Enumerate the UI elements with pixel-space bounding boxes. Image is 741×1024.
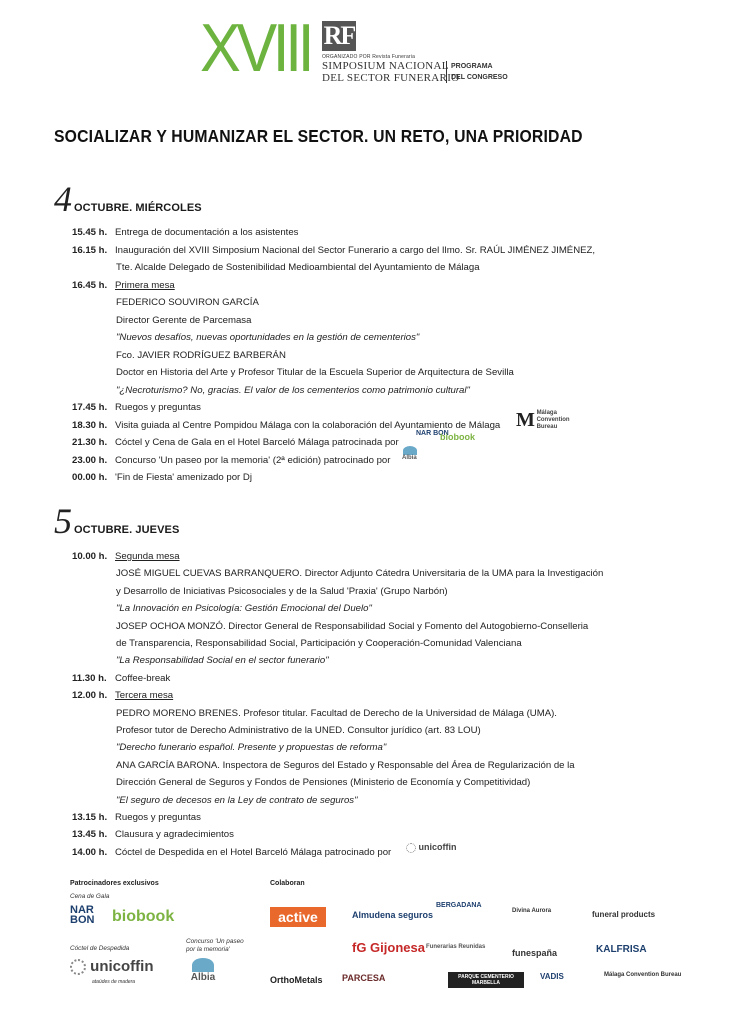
unicoffin-dots-icon <box>406 843 416 853</box>
programa-label: PROGRAMA DEL CONGRESO <box>446 61 508 83</box>
agenda-text: Cóctel y Cena de Gala en el Hotel Barceló Málaga patrocinada por <box>115 437 399 448</box>
agenda-text: y Desarrollo de Iniciativas Psicosociales y de la Salud 'Praxia' (Grupo Narbón) <box>116 585 448 597</box>
narbon-inline-logo: NAR BON <box>416 430 449 437</box>
agenda-time: 21.30 h. <box>72 437 108 448</box>
collaborator-logo: VADIS <box>540 972 564 981</box>
agenda-text: Ruegos y preguntas <box>115 812 201 823</box>
agenda-text: Tercera mesa <box>115 690 174 702</box>
day1-header <box>54 178 202 220</box>
gala-label: Cena de Gala <box>70 893 110 900</box>
day1-number: 4 <box>54 179 72 219</box>
agenda-time: 11.30 h. <box>72 672 107 684</box>
collaborator-logo: Divina Aurora <box>512 908 552 914</box>
agenda-time: 17.45 h. <box>72 402 108 413</box>
collaborator-logo: BERGADANA <box>436 902 482 909</box>
collaborator-logo: Málaga Convention Bureau <box>604 972 682 978</box>
agenda-text: Inauguración del XVIII Simposium Nacional del Sector Funerario a cargo del Ilmo. Sr. RAÚL JIMÉNEZ JIMÉNEZ, <box>115 244 596 256</box>
agenda-text: ANA GARCÍA BARONA. Inspectora de Seguros del Estado y Responsable del Área de Regularización de la <box>116 759 575 771</box>
agenda-text: Doctor en Historia del Arte y Profesor Titular de la Escuela Superior de Arquitectura de Sevilla <box>116 367 514 378</box>
agenda-text: FEDERICO SOUVIRON GARCÍA <box>116 297 259 308</box>
agenda-time: 13.45 h. <box>72 829 108 841</box>
albia-wave-icon <box>403 446 417 455</box>
agenda-time: 23.00 h. <box>72 454 108 466</box>
collaborator-logo: OrthoMetals <box>270 975 323 985</box>
agenda-time: 16.15 h. <box>72 244 108 256</box>
agenda-text: Visita guiada al Centre Pompidou Málaga con la colaboración del Ayuntamiento de Málaga <box>115 419 501 431</box>
agenda-text: 'Fin de Fiesta' amenizado por Dj <box>115 472 252 483</box>
biobook-logo: biobook <box>112 908 175 925</box>
albia-logo: Albia <box>186 958 220 983</box>
collaborator-logo: KALFRISA <box>596 944 647 955</box>
symposium-line1: SIMPOSIUM NACIONAL <box>322 60 449 72</box>
collaborator-logo: Funerarias Reunidas <box>426 944 486 950</box>
day2-number: 5 <box>54 501 72 541</box>
agenda-text: Entrega de documentación a los asistentes <box>115 227 299 238</box>
unicoffin-dots-icon <box>70 959 86 975</box>
agenda-text: Tte. Alcalde Delegado de Sostenibilidad Medioambiental del Ayuntamiento de Málaga <box>116 262 480 273</box>
agenda-text: "Nuevos desafíos, nuevas oportunidades en la gestión de cementerios" <box>116 332 420 343</box>
agenda-text: Fco. JAVIER RODRÍGUEZ BARBERÁN <box>116 349 286 361</box>
organized-by: ORGANIZADO POR Revista Funeraria <box>322 54 416 60</box>
collaborator-logo: funeral products <box>592 910 656 919</box>
agenda-text: Dirección General de Seguros y Fondos de Pensiones (Ministerio de Economía y Competitividad) <box>116 777 531 789</box>
agenda-time: 16.45 h. <box>72 279 108 291</box>
albia-inline-logo: Albia <box>402 446 417 461</box>
unicoffin-logo: unicoffin <box>70 958 154 975</box>
day2-header <box>54 500 179 542</box>
agenda-text: "¿Necroturismo? No, gracias. El valor de los cementerios como patrimonio cultural" <box>116 384 470 396</box>
agenda-text: Cóctel de Despedida en el Hotel Barceló Málaga patrocinado por <box>115 846 392 858</box>
malaga-bureau-inline-logo: M Málaga Convention Bureau <box>516 409 570 431</box>
day2-name: OCTUBRE. JUEVES <box>74 524 180 536</box>
agenda-time: 15.45 h. <box>72 227 108 238</box>
agenda-time: 10.00 h. <box>72 551 108 562</box>
agenda-time: 12.00 h. <box>72 690 108 702</box>
agenda-text: Profesor tutor de Derecho Administrativo de la UNED. Consultor jurídico (art. 83 LOU) <box>116 725 481 736</box>
agenda-text: Coffee-break <box>115 672 171 684</box>
agenda-text: Clausura y agradecimientos <box>115 829 234 841</box>
collaborator-logo: active <box>270 907 326 927</box>
collaborator-logo: funespaña <box>512 948 558 958</box>
unicoffin-subtitle: ataúdes de madera <box>92 979 136 985</box>
agenda-text: "La Responsabilidad Social en el sector funerario" <box>116 655 329 667</box>
agenda-text: "El seguro de decesos en la Ley de contrato de seguros" <box>116 794 358 806</box>
agenda-text: Concurso 'Un paseo por la memoria' (2ª edición) patrocinado por <box>115 454 391 466</box>
agenda-time: 13.15 h. <box>72 812 108 823</box>
albia-wave-icon <box>192 958 214 972</box>
collaborator-logo: PARCESA <box>342 973 386 983</box>
agenda-time: 18.30 h. <box>72 419 108 431</box>
agenda-time: 14.00 h. <box>72 846 108 858</box>
concurso-label: Concurso 'Un paseo por la memoria' <box>186 938 244 953</box>
page-title: SOCIALIZAR Y HUMANIZAR EL SECTOR. UN RETO, UNA PRIORIDAD <box>54 126 583 146</box>
agenda-text: "Derecho funerario español. Presente y propuestas de reforma" <box>116 742 387 754</box>
agenda-text: Primera mesa <box>115 279 175 291</box>
symposium-line2: DEL SECTOR FUNERARIO <box>322 72 460 84</box>
agenda-text: "La Innovación en Psicología: Gestión Emocional del Duelo" <box>116 603 372 615</box>
agenda-text: de Transparencia, Responsabilidad Social, Participación y Cooperación-Comunidad Valenciana <box>116 638 522 649</box>
agenda-text: Segunda mesa <box>115 551 180 562</box>
biobook-inline-logo: biobook <box>440 432 475 442</box>
day1-name: OCTUBRE. MIÉRCOLES <box>74 202 202 214</box>
collaborator-logo: fG Gijonesa <box>352 940 425 955</box>
despedida-label: Cóctel de Despedida <box>70 945 130 952</box>
exclusive-sponsors-label: Patrocinadores exclusivos <box>70 880 159 887</box>
logo-roman-numeral: XVIII <box>200 10 311 86</box>
collaborator-logo: Almudena seguros <box>352 910 434 920</box>
agenda-text: JOSÉ MIGUEL CUEVAS BARRANQUERO. Director Adjunto Cátedra Universitaria de la UMA para la Investigación <box>116 568 604 580</box>
agenda-text: PEDRO MORENO BRENES. Profesor titular. Facultad de Derecho de la Universidad de Málaga (UMA). <box>116 707 557 719</box>
agenda-time: 00.00 h. <box>72 472 108 483</box>
colaboran-label: Colaboran <box>270 880 305 887</box>
collaborator-logo: PARQUE CEMENTERIO MARBELLA <box>448 972 524 988</box>
unicoffin-inline-logo: unicoffin <box>406 842 457 853</box>
agenda-text: JOSEP OCHOA MONZÓ. Director General de Responsabilidad Social y Fomento del Autogobierno-Conselleria <box>116 620 589 632</box>
logo-rf: RF <box>323 21 355 50</box>
symposium-logo <box>200 10 530 86</box>
agenda-text: Ruegos y preguntas <box>115 402 201 413</box>
narbon-logo: NAR BON <box>70 904 95 926</box>
agenda-text: Director Gerente de Parcemasa <box>116 314 252 326</box>
